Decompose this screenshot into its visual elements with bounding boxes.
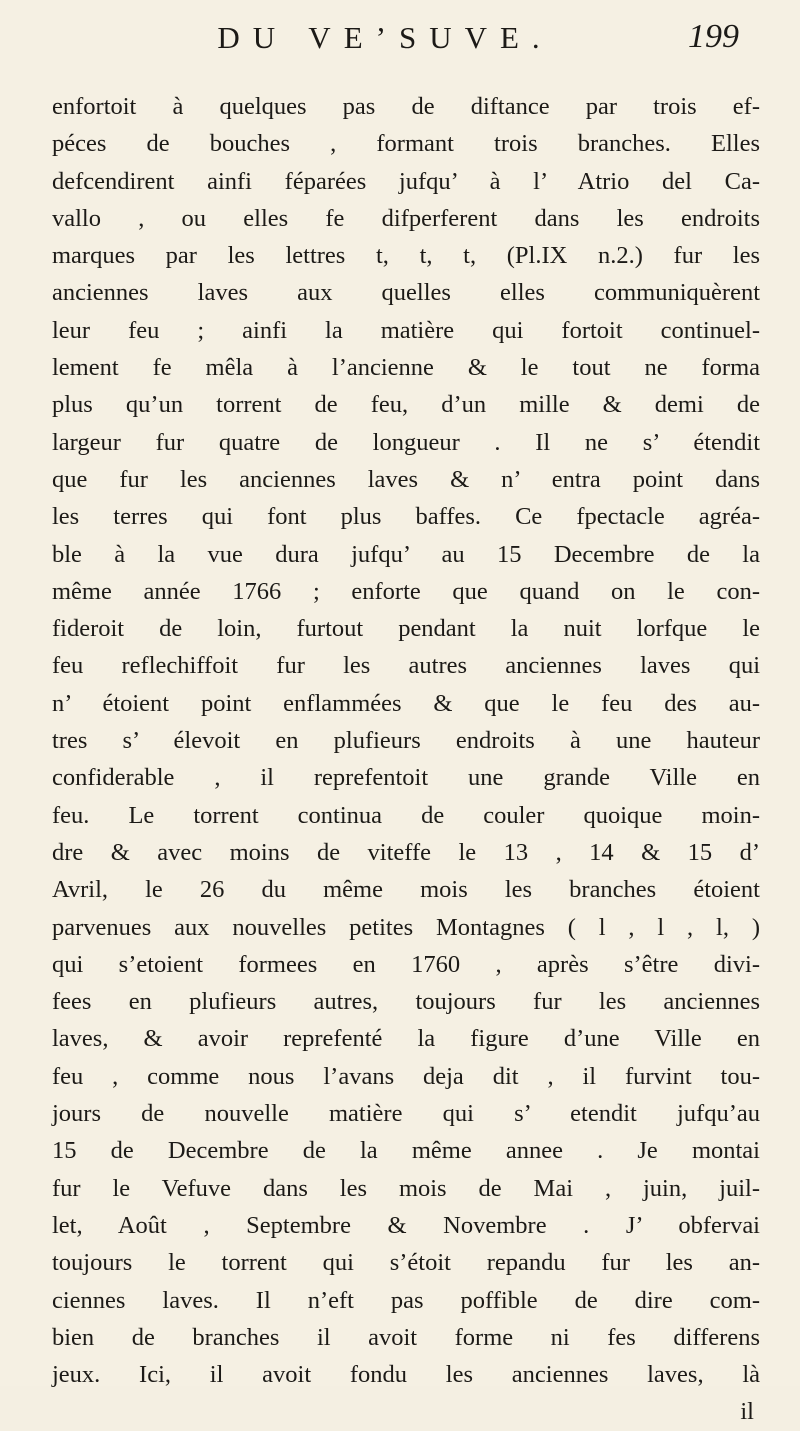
text-line: feu reflechiffoit fur les autres anciennes laves qui <box>52 652 760 680</box>
text-line: toujours le torrent qui s’étoit repandu fur les an- <box>52 1249 760 1277</box>
text-line: confiderable , il reprefentoit une grande Ville en <box>52 764 760 792</box>
text-line: feu , comme nous l’avans deja dit , il furvint tou- <box>52 1062 760 1090</box>
text-line: dre & avec moins de viteffe le 13 , 14 & 15 d’ <box>52 838 760 866</box>
text-line: les terres qui font plus baffes. Ce fpectacle agréa- <box>52 503 760 531</box>
text-line: jours de nouvelle matière qui s’ etendit jufqu’au <box>52 1100 760 1128</box>
text-line: bien de branches il avoit forme ni fes differens <box>52 1323 760 1351</box>
page-header <box>0 12 800 82</box>
text-line: parvenues aux nouvelles petites Montagnes ( l , l , l, ) <box>52 913 760 941</box>
text-line: largeur fur quatre de longueur . Il ne s’ étendit <box>52 428 760 456</box>
text-line: feu. Le torrent continua de couler quoique moin- <box>52 801 760 829</box>
page-number: 199 <box>688 18 739 55</box>
text-line: qui s’etoient formees en 1760 , après s’être divi- <box>52 950 760 978</box>
text-line: leur feu ; ainfi la matière qui fortoit continuel- <box>52 316 760 344</box>
catchword: il <box>740 1398 754 1426</box>
text-line: jeux. Ici, il avoit fondu les anciennes laves, là <box>52 1361 760 1389</box>
text-line: marques par les lettres t, t, t, (Pl.IX n.2.) fur les <box>52 242 760 270</box>
text-line: lement fe mêla à l’ancienne & le tout ne forma <box>52 354 760 382</box>
text-line: defcendirent ainfi féparées jufqu’ à l’ Atrio del Ca- <box>52 167 760 195</box>
text-line: fideroit de loin, furtout pendant la nuit lorfque le <box>52 615 760 643</box>
text-line: ciennes laves. Il n’eft pas poffible de dire com- <box>52 1286 760 1314</box>
text-line: même année 1766 ; enforte que quand on le con- <box>52 577 760 605</box>
text-line: let, Août , Septembre & Novembre . J’ obfervai <box>52 1211 760 1239</box>
text-line: tres s’ élevoit en plufieurs endroits à une hauteur <box>52 727 760 755</box>
text-line: fur le Vefuve dans les mois de Mai , juin, juil- <box>52 1174 760 1202</box>
text-line: 15 de Decembre de la même annee . Je montai <box>52 1137 760 1165</box>
text-line: fees en plufieurs autres, toujours fur les anciennes <box>52 988 760 1016</box>
text-line: que fur les anciennes laves & n’ entra point dans <box>52 465 760 493</box>
text-line: Avril, le 26 du même mois les branches étoient <box>52 876 760 904</box>
text-line: ble à la vue dura jufqu’ au 15 Decembre de la <box>52 540 760 568</box>
text-line: enfortoit à quelques pas de diftance par trois ef- <box>52 93 760 120</box>
body-text <box>52 88 760 1431</box>
text-line: anciennes laves aux quelles elles communiquèrent <box>52 279 760 307</box>
running-head: DU VE’SUVE. <box>217 20 553 55</box>
text-line: n’ étoient point enflammées & que le feu des au- <box>52 689 760 717</box>
text-line: péces de bouches , formant trois branches. Elles <box>52 130 760 158</box>
text-line: laves, & avoir reprefenté la figure d’une Ville en <box>52 1025 760 1053</box>
text-line: plus qu’un torrent de feu, d’un mille & demi de <box>52 391 760 419</box>
text-line: vallo , ou elles fe difperferent dans les endroits <box>52 204 760 232</box>
